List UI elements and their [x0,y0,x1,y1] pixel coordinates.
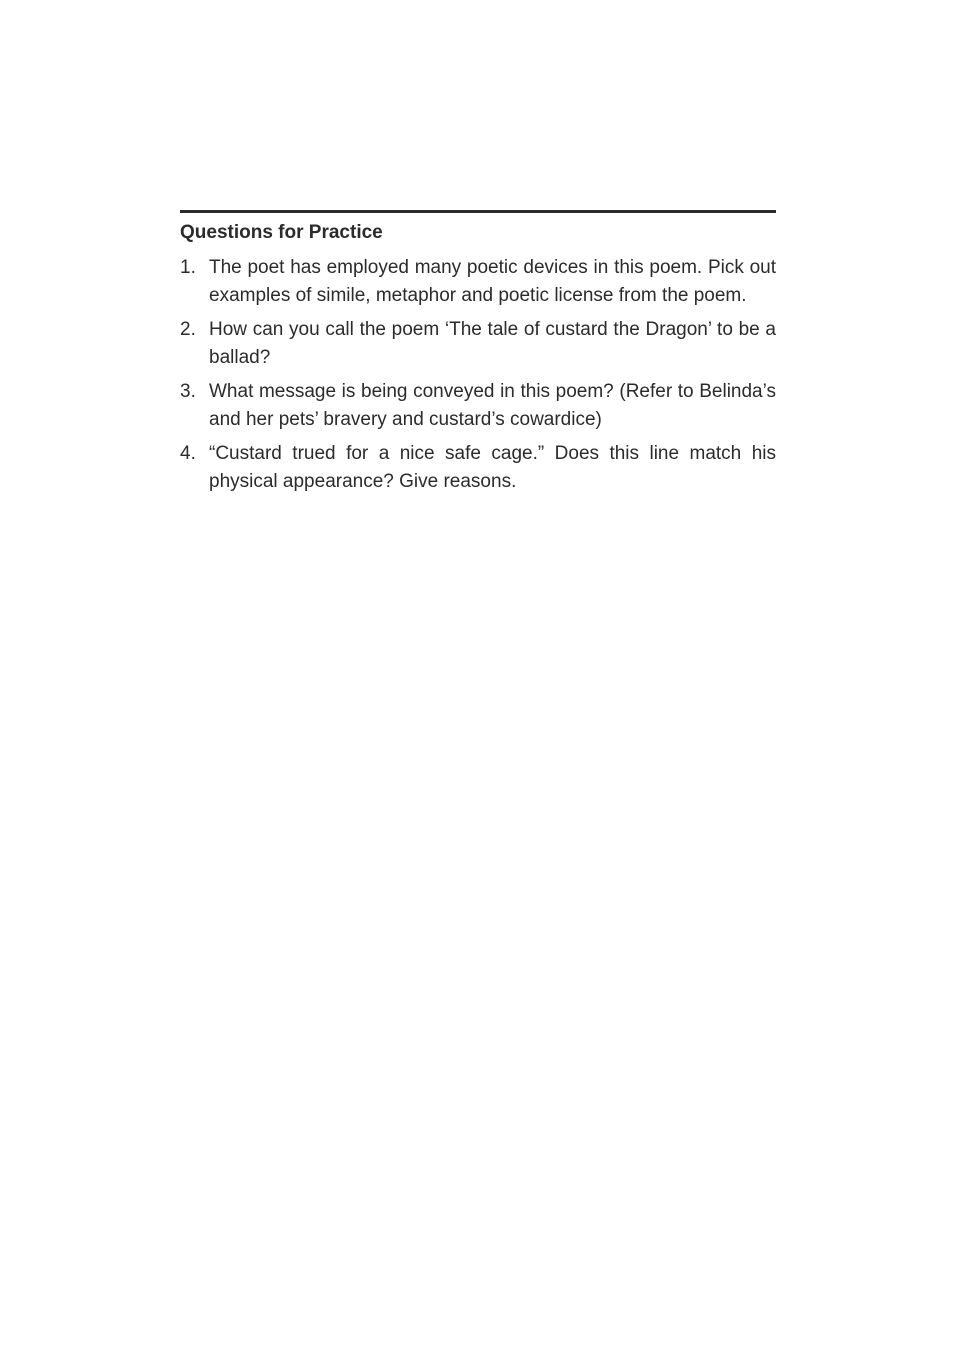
questions-section [180,210,776,502]
question-number: 1. [180,257,196,278]
question-item [180,316,776,372]
question-text: “Custard trued for a nice safe cage.” Does this line match his physical appearance? Give reasons. [209,443,776,492]
top-rule [180,210,776,213]
question-number: 2. [180,319,196,340]
question-number: 4. [180,443,196,464]
question-item [180,440,776,496]
question-number: 3. [180,381,196,402]
question-item [180,254,776,310]
question-text: How can you call the poem ‘The tale of custard the Dragon’ to be a ballad? [209,319,776,368]
question-item [180,378,776,434]
section-heading: Questions for Practice [180,222,383,243]
question-list [180,254,776,496]
question-text: What message is being conveyed in this poem? (Refer to Belinda’s and her pets’ bravery and custard’s cowardice) [209,381,776,430]
question-text: The poet has employed many poetic devices in this poem. Pick out examples of simile, metaphor and poetic license from the poem. [209,257,776,306]
